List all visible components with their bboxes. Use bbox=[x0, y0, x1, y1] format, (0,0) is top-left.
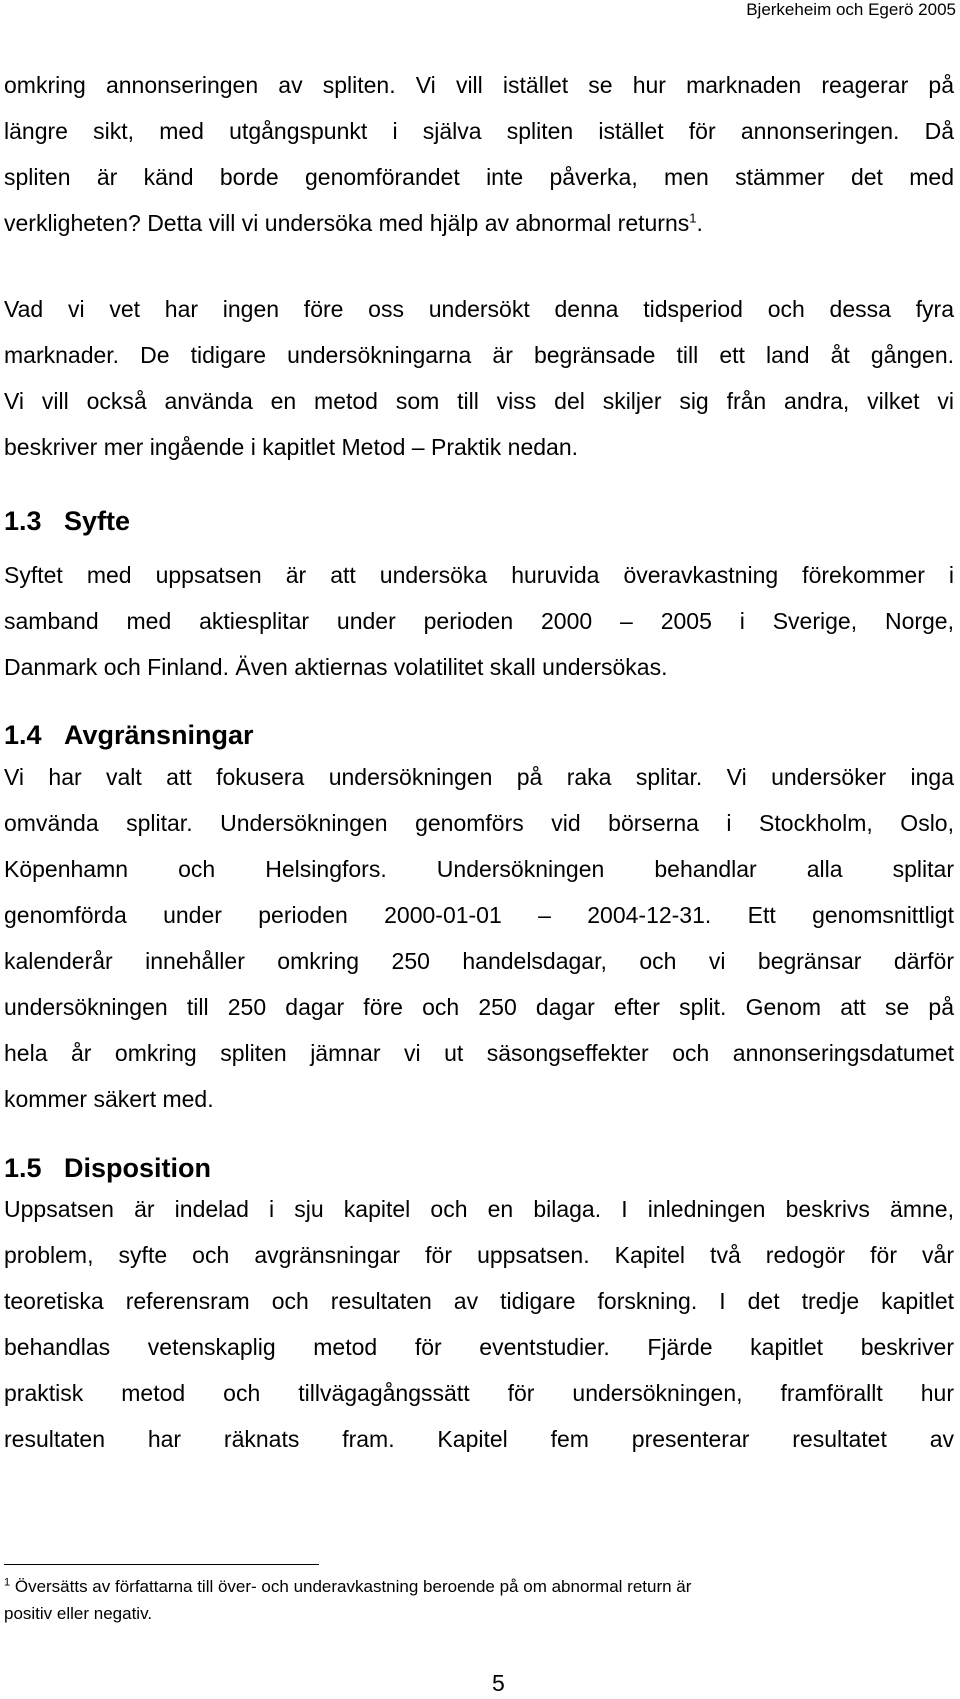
paragraph-1-line: omkring annonseringen av spliten. Vi vill istället se hur marknaden reagerar på bbox=[4, 72, 954, 98]
footnote-text: Översätts av författarna till över- och underavkastning beroende på om abnormal return är bbox=[10, 1577, 692, 1596]
footnote-divider bbox=[4, 1564, 319, 1565]
footnote-line: positiv eller negativ. bbox=[4, 1604, 153, 1623]
footnote-reference[interactable]: 1 bbox=[689, 210, 697, 226]
paragraph-2-line: Vi vill också använda en metod som till viss del skiljer sig från andra, vilket vi bbox=[4, 388, 954, 414]
avgransningar-line: kommer säkert med. bbox=[4, 1086, 214, 1112]
paragraph-1-period: . bbox=[696, 210, 703, 236]
paragraph-1-line: spliten är känd borde genomförandet inte påverka, men stämmer det med bbox=[4, 164, 954, 190]
section-heading-syfte bbox=[4, 506, 130, 537]
running-head: Bjerkeheim och Egerö 2005 bbox=[746, 0, 956, 19]
syfte-line: samband med aktiesplitar under perioden 2000 – 2005 i Sverige, Norge, bbox=[4, 608, 954, 634]
section-heading-disposition bbox=[4, 1153, 211, 1184]
avgransningar-line: kalenderår innehåller omkring 250 handelsdagar, och vi begränsar därför bbox=[4, 948, 954, 974]
syfte-line: Danmark och Finland. Även aktiernas volatilitet skall undersökas. bbox=[4, 654, 668, 680]
paragraph-1-line: längre sikt, med utgångspunkt i själva spliten istället för annonseringen. Då bbox=[4, 118, 954, 144]
page-number: 5 bbox=[492, 1670, 505, 1696]
section-heading-avgransningar bbox=[4, 720, 254, 751]
disposition-line: behandlas vetenskaplig metod för eventstudier. Fjärde kapitlet beskriver bbox=[4, 1334, 954, 1360]
footnote-marker: 1 bbox=[4, 1576, 11, 1589]
section-number: 1.3 bbox=[4, 506, 42, 536]
disposition-line: teoretiska referensram och resultaten av tidigare forskning. I det tredje kapitlet bbox=[4, 1288, 954, 1314]
disposition-line: resultaten har räknats fram. Kapitel fem presenterar resultatet av bbox=[4, 1426, 954, 1452]
syfte-line: Syftet med uppsatsen är att undersöka huruvida överavkastning förekommer i bbox=[4, 562, 954, 588]
section-title: Disposition bbox=[64, 1153, 211, 1183]
section-title: Avgränsningar bbox=[64, 720, 254, 750]
paragraph-2-line: Vad vi vet har ingen före oss undersökt denna tidsperiod och dessa fyra bbox=[4, 296, 954, 322]
avgransningar-line: undersökningen till 250 dagar före och 250 dagar efter split. Genom att se på bbox=[4, 994, 954, 1020]
avgransningar-line: Vi har valt att fokusera undersökningen på raka splitar. Vi undersöker inga bbox=[4, 764, 954, 790]
paragraph-1-line: verkligheten? Detta vill vi undersöka med hjälp av abnormal returns bbox=[4, 210, 690, 236]
section-number: 1.4 bbox=[4, 720, 42, 750]
disposition-line: Uppsatsen är indelad i sju kapitel och en bilaga. I inledningen beskrivs ämne, bbox=[4, 1196, 954, 1222]
paragraph-1-last-line bbox=[4, 210, 703, 237]
avgransningar-line: hela år omkring spliten jämnar vi ut säsongseffekter och annonseringsdatumet bbox=[4, 1040, 954, 1066]
avgransningar-line: genomförda under perioden 2000-01-01 – 2004-12-31. Ett genomsnittligt bbox=[4, 902, 954, 928]
paragraph-2-line: beskriver mer ingående i kapitlet Metod – Praktik nedan. bbox=[4, 434, 579, 460]
section-title: Syfte bbox=[64, 506, 131, 536]
disposition-line: problem, syfte och avgränsningar för uppsatsen. Kapitel två redogör för vår bbox=[4, 1242, 954, 1268]
footnote-line bbox=[4, 1577, 691, 1597]
disposition-line: praktisk metod och tillvägagångssätt för undersökningen, framförallt hur bbox=[4, 1380, 954, 1406]
section-number: 1.5 bbox=[4, 1153, 42, 1183]
avgransningar-line: omvända splitar. Undersökningen genomförs vid börserna i Stockholm, Oslo, bbox=[4, 810, 954, 836]
paragraph-2-line: marknader. De tidigare undersökningarna är begränsade till ett land åt gången. bbox=[4, 342, 954, 368]
avgransningar-line: Köpenhamn och Helsingfors. Undersökningen behandlar alla splitar bbox=[4, 856, 954, 882]
